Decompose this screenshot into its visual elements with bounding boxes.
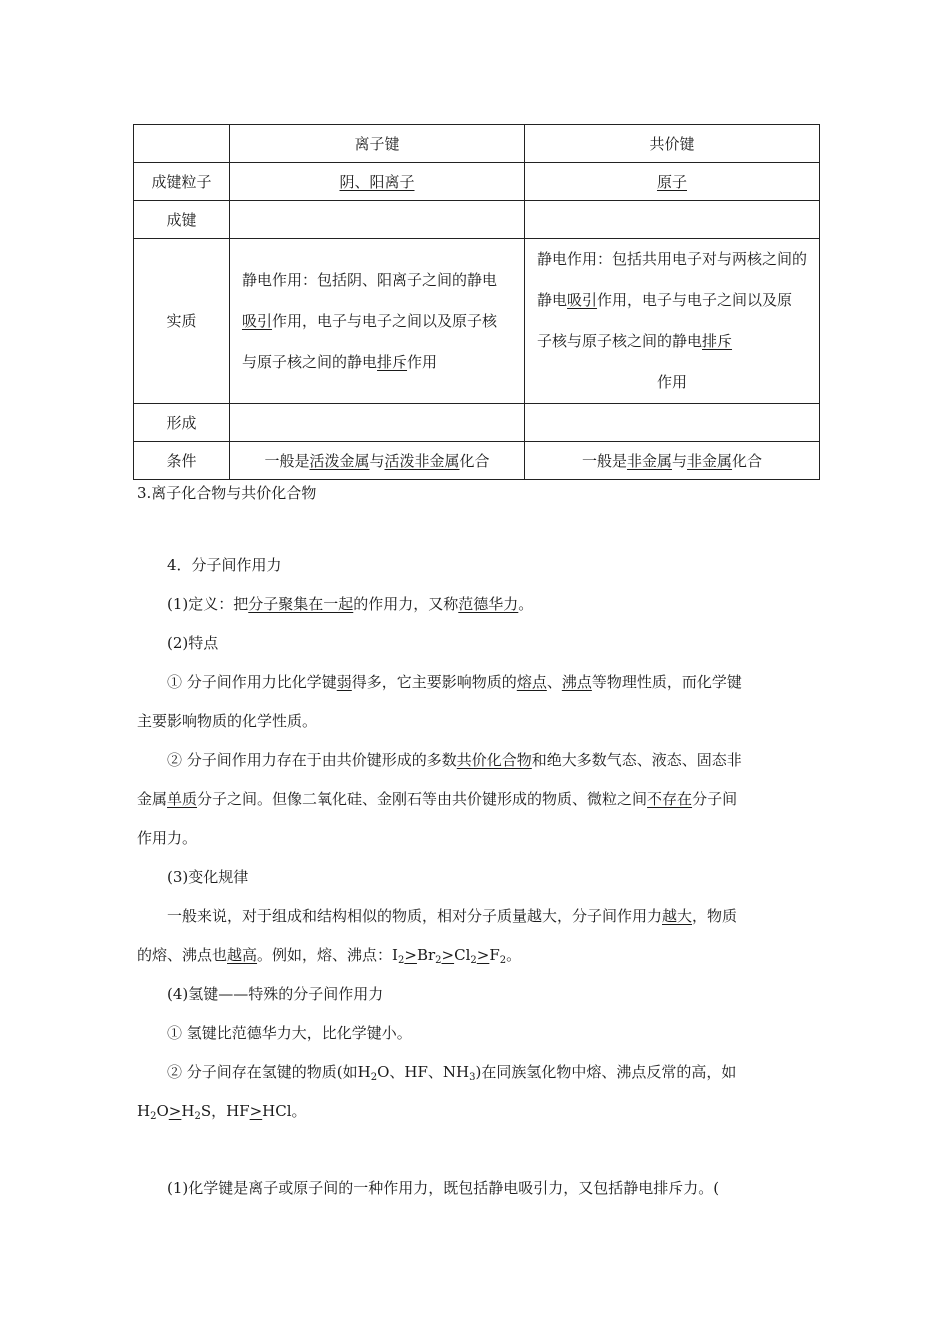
empty-cell xyxy=(230,404,525,442)
ionic-particles: 阴、阳离子 xyxy=(339,172,415,191)
ionic-essence-cell: 静电作用：包括阴、阳离子之间的静电吸引作用，电子与电子之间以及原子核与原子核之间的静电排斥作用 xyxy=(230,239,525,404)
definition-line: (1)定义：把分子聚集在一起的作用力，又称范德华力。 xyxy=(167,595,534,613)
ionic-condition-cell: 一般是活泼金属与活泼非金属化合 xyxy=(230,442,525,480)
features-heading: (2)特点 xyxy=(167,634,219,652)
row-label: 形成 xyxy=(134,404,230,442)
header-covalent: 共价键 xyxy=(525,125,820,163)
section-3-heading: 3.离子化合物与共价化合物 xyxy=(137,484,317,502)
row-label: 条件 xyxy=(134,442,230,480)
table-row xyxy=(134,201,820,239)
feature-2-line-2: 金属单质分子之间。但像二氧化硅、金刚石等由共价键形成的物质、微粒之间不存在分子间 xyxy=(137,790,738,808)
table-row xyxy=(134,404,820,442)
hydrogen-bond-line-3: $H_2O>H_2S$，HF>HCl。 xyxy=(137,1102,307,1122)
header-ionic: 离子键 xyxy=(230,125,525,163)
feature-2-line-3: 作用力。 xyxy=(137,829,198,847)
empty-cell xyxy=(230,201,525,239)
rule-line-1: 一般来说，对于组成和结构相似的物质，相对分子质量越大，分子间作用力越大，物质 xyxy=(167,907,738,925)
rule-line-2: 的熔、沸点也越高。例如，熔、沸点：$I_2>Br_2>Cl_2>F_2$。 xyxy=(137,946,522,966)
rule-heading: (3)变化规律 xyxy=(167,868,249,886)
row-label: 成键粒子 xyxy=(134,163,230,201)
feature-2-line-1: ② 分子间作用力存在于由共价键形成的多数共价化合物和绝大多数气态、液态、固态非 xyxy=(167,751,742,769)
hydrogen-bond-line-2: ② 分子间存在氢键的物质(如$H_2O$、HF、$NH_3$)在同族氢化物中熔、沸点反常的高，如 xyxy=(167,1063,737,1083)
hydrogen-bond-line-1: ① 氢键比范德华力大，比化学键小。 xyxy=(167,1024,412,1042)
section-4-heading: 4．分子间作用力 xyxy=(167,556,282,574)
covalent-condition-cell: 一般是非金属与非金属化合 xyxy=(525,442,820,480)
feature-1-line-1: ① 分子间作用力比化学键弱得多，它主要影响物质的熔点、沸点等物理性质，而化学键 xyxy=(167,673,742,691)
bond-comparison-table xyxy=(133,124,820,480)
table-row xyxy=(134,239,820,404)
row-label: 实质 xyxy=(134,239,230,404)
covalent-particles: 原子 xyxy=(656,172,687,191)
question-1: (1)化学键是离子或原子间的一种作用力，既包括静电吸引力，又包括静电排斥力。( xyxy=(167,1179,720,1197)
table-row xyxy=(134,442,820,480)
table-corner-cell xyxy=(134,125,230,163)
empty-cell xyxy=(525,404,820,442)
row-label: 成键 xyxy=(134,201,230,239)
empty-cell xyxy=(525,201,820,239)
hydrogen-bond-heading: (4)氢键——特殊的分子间作用力 xyxy=(167,985,384,1003)
table-row xyxy=(134,163,820,201)
table-header-row xyxy=(134,125,820,163)
feature-1-line-2: 主要影响物质的化学性质。 xyxy=(137,712,318,730)
covalent-essence-cell: 静电作用：包括共用电子对与两核之间的静电吸引作用，电子与电子之间以及原子核与原子核之间的静电排斥 作用 xyxy=(525,239,820,404)
